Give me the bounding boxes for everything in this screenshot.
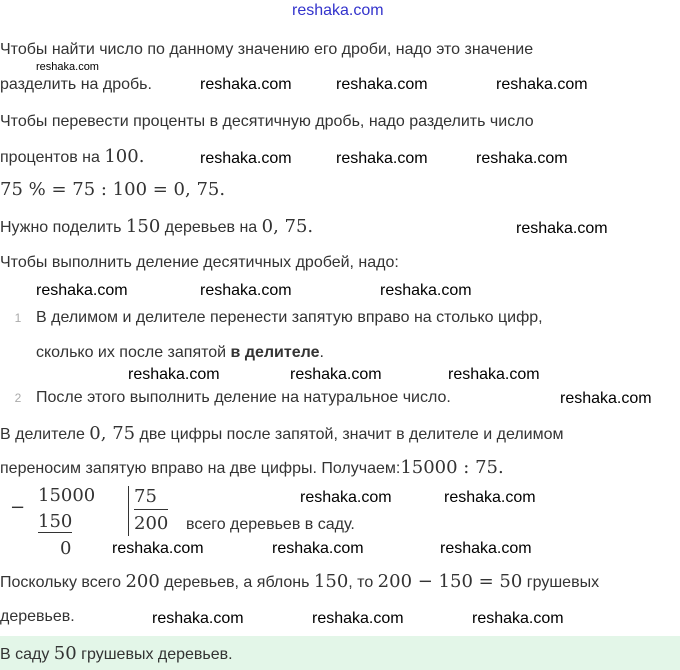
math: 100. (104, 146, 145, 167)
text-line (36, 342, 324, 364)
watermark: reshaka.com (472, 610, 564, 627)
division-caption: всего деревьев в саду. (186, 516, 355, 533)
text: грушевых (522, 574, 600, 591)
text-line: Чтобы выполнить деление десятичных дробей, надо: (0, 254, 399, 271)
text-line (0, 146, 144, 169)
text-line: деревьев. (0, 608, 75, 625)
watermark: reshaka.com (336, 76, 428, 93)
text: грушевых деревьев. (76, 646, 233, 663)
watermark: reshaka.com (300, 489, 392, 506)
text: После этого выполнить деление на натуральное число. (36, 389, 451, 406)
text: деревьев на (160, 219, 262, 236)
watermark: reshaka.com (36, 61, 99, 73)
watermark: reshaka.com (516, 220, 608, 237)
text: сколько их после запятой (36, 344, 231, 361)
math: 200 − 150 = 50 (377, 571, 523, 592)
watermark: reshaka.com (444, 489, 536, 506)
text-line (0, 571, 599, 594)
answer-text (0, 643, 233, 666)
watermark: reshaka.com (200, 76, 292, 93)
watermark: reshaka.com (448, 366, 540, 383)
text: процентов на (0, 149, 105, 166)
text-line (0, 457, 504, 480)
text: Нужно поделить (0, 219, 126, 236)
answer-box (0, 636, 680, 670)
text-line (0, 423, 563, 446)
bold-text: в делителе (230, 344, 320, 361)
list-item (0, 307, 543, 329)
watermark: reshaka.com (312, 610, 404, 627)
text-line (0, 216, 313, 239)
list-number: 1 (14, 311, 22, 325)
watermark: reshaka.com (290, 366, 382, 383)
watermark: reshaka.com (152, 610, 244, 627)
watermark: reshaka.com (336, 150, 428, 167)
math: 50 (53, 643, 77, 664)
watermark: reshaka.com (380, 282, 472, 299)
subtrahend: 150 (38, 511, 73, 532)
text-line: разделить на дробь. (0, 76, 152, 93)
text: Поскольку всего (0, 574, 126, 591)
list-item (0, 387, 451, 409)
watermark: reshaka.com (560, 390, 652, 407)
text: В делителе (0, 426, 90, 443)
site-watermark-top: reshaka.com (292, 2, 384, 19)
text-line: Чтобы перевести проценты в десятичную дробь, надо разделить число (0, 113, 534, 130)
text: переносим запятую вправо на две цифры. Получаем: (0, 460, 401, 477)
watermark: reshaka.com (200, 150, 292, 167)
watermark: reshaka.com (128, 366, 220, 383)
watermark: reshaka.com (36, 282, 128, 299)
text-line: Чтобы найти число по данному значению его дроби, надо это значение (0, 41, 534, 58)
minus-sign: − (10, 497, 26, 518)
math: 0, 75. (261, 216, 314, 237)
watermark: reshaka.com (476, 150, 568, 167)
watermark: reshaka.com (496, 76, 588, 93)
math: 15000 : 75. (400, 457, 504, 478)
text: , то (348, 574, 378, 591)
math: 200 (125, 571, 160, 592)
text: две цифры после запятой, значит в делителе и делимом (135, 426, 564, 443)
remainder: 0 (60, 538, 72, 559)
list-number: 2 (14, 391, 22, 405)
math: 0, 75 (89, 423, 136, 444)
math: 150 (125, 216, 161, 237)
math: 150 (313, 571, 349, 592)
text: В делимом и делителе перенести запятую вправо на столько цифр, (36, 309, 543, 326)
divisor: 75 (134, 485, 168, 510)
watermark: reshaka.com (272, 540, 364, 557)
text: В саду (0, 646, 54, 663)
dividend: 15000 (38, 485, 96, 506)
text: деревьев, а яблонь (159, 574, 314, 591)
quotient: 200 (134, 513, 169, 534)
math-line: 75 % = 75 : 100 = 0, 75. (0, 179, 226, 200)
watermark: reshaka.com (112, 540, 204, 557)
division-bar (128, 486, 129, 536)
text: . (319, 344, 324, 361)
watermark: reshaka.com (200, 282, 292, 299)
watermark: reshaka.com (440, 540, 532, 557)
